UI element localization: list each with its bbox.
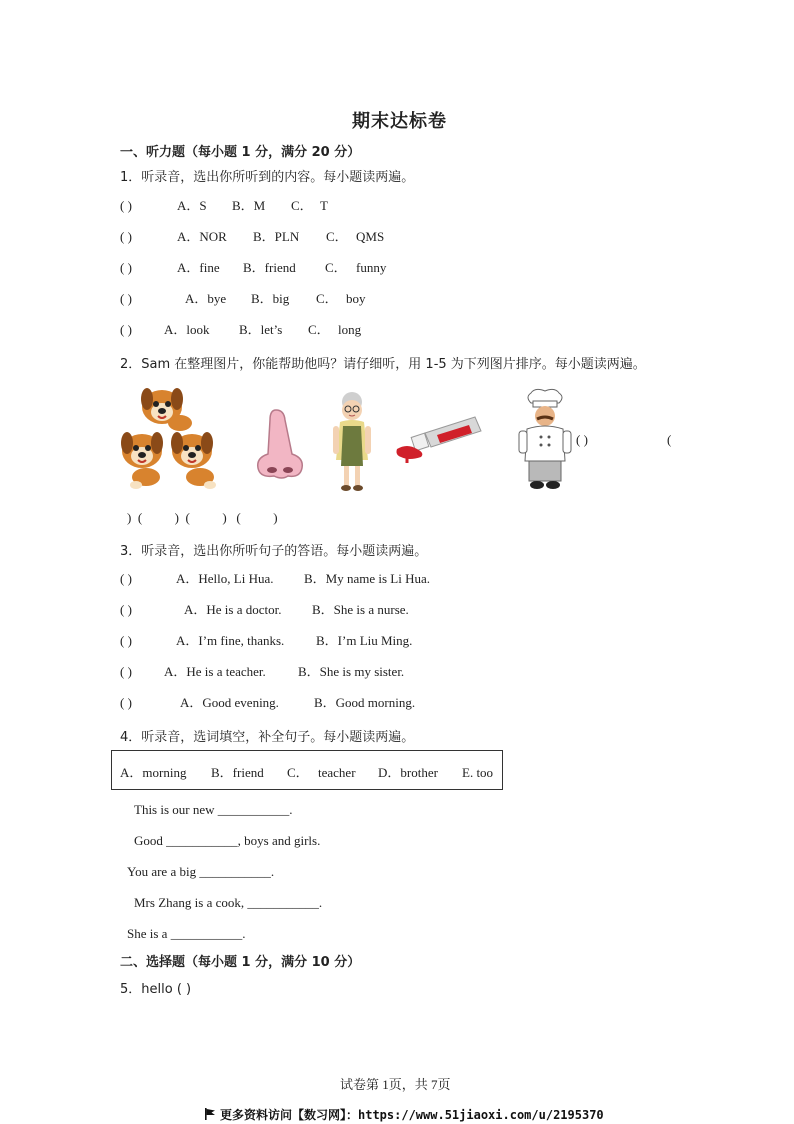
question-3-prompt: 3．听录音，选出你所听句子的答语。每小题读两遍。 [120, 544, 428, 559]
footer-link-text[interactable]: 更多资料访问【数习网】：https://www.51jiaoxi.com/u/2195370 [220, 1108, 604, 1122]
word-option-c-value: teacher [318, 765, 356, 780]
option-b: B．She is my sister. [298, 664, 405, 679]
word-bank-box [111, 750, 503, 790]
option-b: B．friend [243, 260, 296, 275]
option-b: B．Good morning. [314, 695, 416, 710]
answer-bracket[interactable]: ( ) [120, 571, 132, 586]
option-a: A．NOR [177, 229, 227, 244]
option-b: B．let’s [239, 322, 283, 337]
option-b: B．big [251, 291, 290, 306]
q2-bracket-row2[interactable]: ) ( ) ( ) ( ) [127, 510, 278, 525]
word-option-c: C． [287, 765, 309, 780]
answer-bracket[interactable]: ( ) [120, 695, 132, 710]
option-c-value: funny [356, 260, 387, 275]
paint-tube-icon [395, 413, 483, 463]
page-title: 期末达标卷 [352, 111, 447, 132]
answer-bracket[interactable]: ( ) [120, 664, 132, 679]
question-5-prompt[interactable]: 5．hello ( ) [120, 982, 192, 997]
q1-item-5 [120, 322, 362, 338]
dog-top [141, 388, 192, 431]
question-2-prompt: 2．Sam 在整理图片，你能帮助他吗？请仔细听，用 1-5 为下列图片排序。每小题读两遍。 [120, 357, 646, 372]
option-a: A．fine [177, 260, 220, 275]
flag-icon [204, 1108, 216, 1120]
option-c-value: T [320, 198, 328, 213]
option-a: A．look [164, 322, 210, 337]
dog-bottom-left [121, 432, 163, 489]
option-b: B．I’m Liu Ming. [316, 633, 413, 648]
option-b: B．PLN [253, 229, 300, 244]
section-heading-listening: 一、听力题（每小题 1 分，满分 20 分） [120, 145, 361, 160]
question-1-prompt: 1．听录音，选出你所听到的内容。每小题读两遍。 [120, 170, 415, 185]
q3-item-4 [120, 664, 405, 680]
word-option-b: B．friend [211, 765, 264, 780]
q1-item-2 [120, 229, 385, 245]
q2-bracket-row1-b[interactable]: ( [667, 432, 672, 447]
fill-sentence-5[interactable]: She is a ___________. [127, 926, 246, 941]
answer-bracket[interactable]: ( ) [120, 602, 132, 617]
page-number-info: 试卷第 1页，共 7页 [340, 1077, 451, 1092]
option-c: C． [326, 229, 348, 244]
q1-item-1 [120, 198, 328, 214]
three-dogs-icon [118, 383, 228, 491]
option-b: B．She is a nurse. [312, 602, 409, 617]
answer-bracket[interactable]: ( ) [120, 198, 132, 213]
chef-icon [517, 389, 573, 491]
dog-bottom-right [171, 432, 216, 489]
answer-bracket[interactable]: ( ) [120, 260, 132, 275]
q1-item-3 [120, 260, 387, 276]
answer-bracket[interactable]: ( ) [120, 229, 132, 244]
option-c: C． [316, 291, 338, 306]
fill-sentence-1[interactable]: This is our new ___________. [134, 802, 293, 817]
option-a: A．He is a doctor. [184, 602, 282, 617]
answer-bracket[interactable]: ( ) [120, 322, 132, 337]
option-a: A．I’m fine, thanks. [176, 633, 285, 648]
word-option-a: A．morning [120, 765, 187, 780]
nose-icon [254, 408, 306, 480]
word-option-d: D．brother [378, 765, 438, 780]
q3-item-1 [120, 571, 431, 587]
option-a: A．He is a teacher. [164, 664, 266, 679]
option-a: A．Good evening. [180, 695, 279, 710]
option-c-value: QMS [356, 229, 385, 244]
question-4-prompt: 4．听录音，选词填空，补全句子。每小题读两遍。 [120, 730, 415, 745]
fill-sentence-2[interactable]: Good ___________, boys and girls. [134, 833, 321, 848]
q3-item-2 [120, 602, 409, 618]
q2-bracket-row1-a[interactable]: ( ) [576, 432, 588, 447]
answer-bracket[interactable]: ( ) [120, 633, 132, 648]
q1-item-4 [120, 291, 366, 307]
grandma-icon [328, 390, 376, 492]
q3-item-5 [120, 695, 416, 711]
option-a: A．bye [185, 291, 227, 306]
q3-item-3 [120, 633, 413, 649]
answer-bracket[interactable]: ( ) [120, 291, 132, 306]
option-a: A．S [177, 198, 207, 213]
option-b: B．M [232, 198, 266, 213]
option-c: C． [308, 322, 330, 337]
fill-sentence-4[interactable]: Mrs Zhang is a cook, ___________. [134, 895, 323, 910]
option-c: C． [291, 198, 313, 213]
section-heading-choice: 二、选择题（每小题 1 分，满分 10 分） [120, 955, 361, 970]
option-a: A．Hello, Li Hua. [176, 571, 274, 586]
option-c: C． [325, 260, 347, 275]
option-c-value: boy [346, 291, 366, 306]
word-option-e: E. too [462, 765, 494, 780]
fill-sentence-3[interactable]: You are a big ___________. [127, 864, 275, 879]
option-b: B．My name is Li Hua. [304, 571, 431, 586]
option-c-value: long [338, 322, 362, 337]
